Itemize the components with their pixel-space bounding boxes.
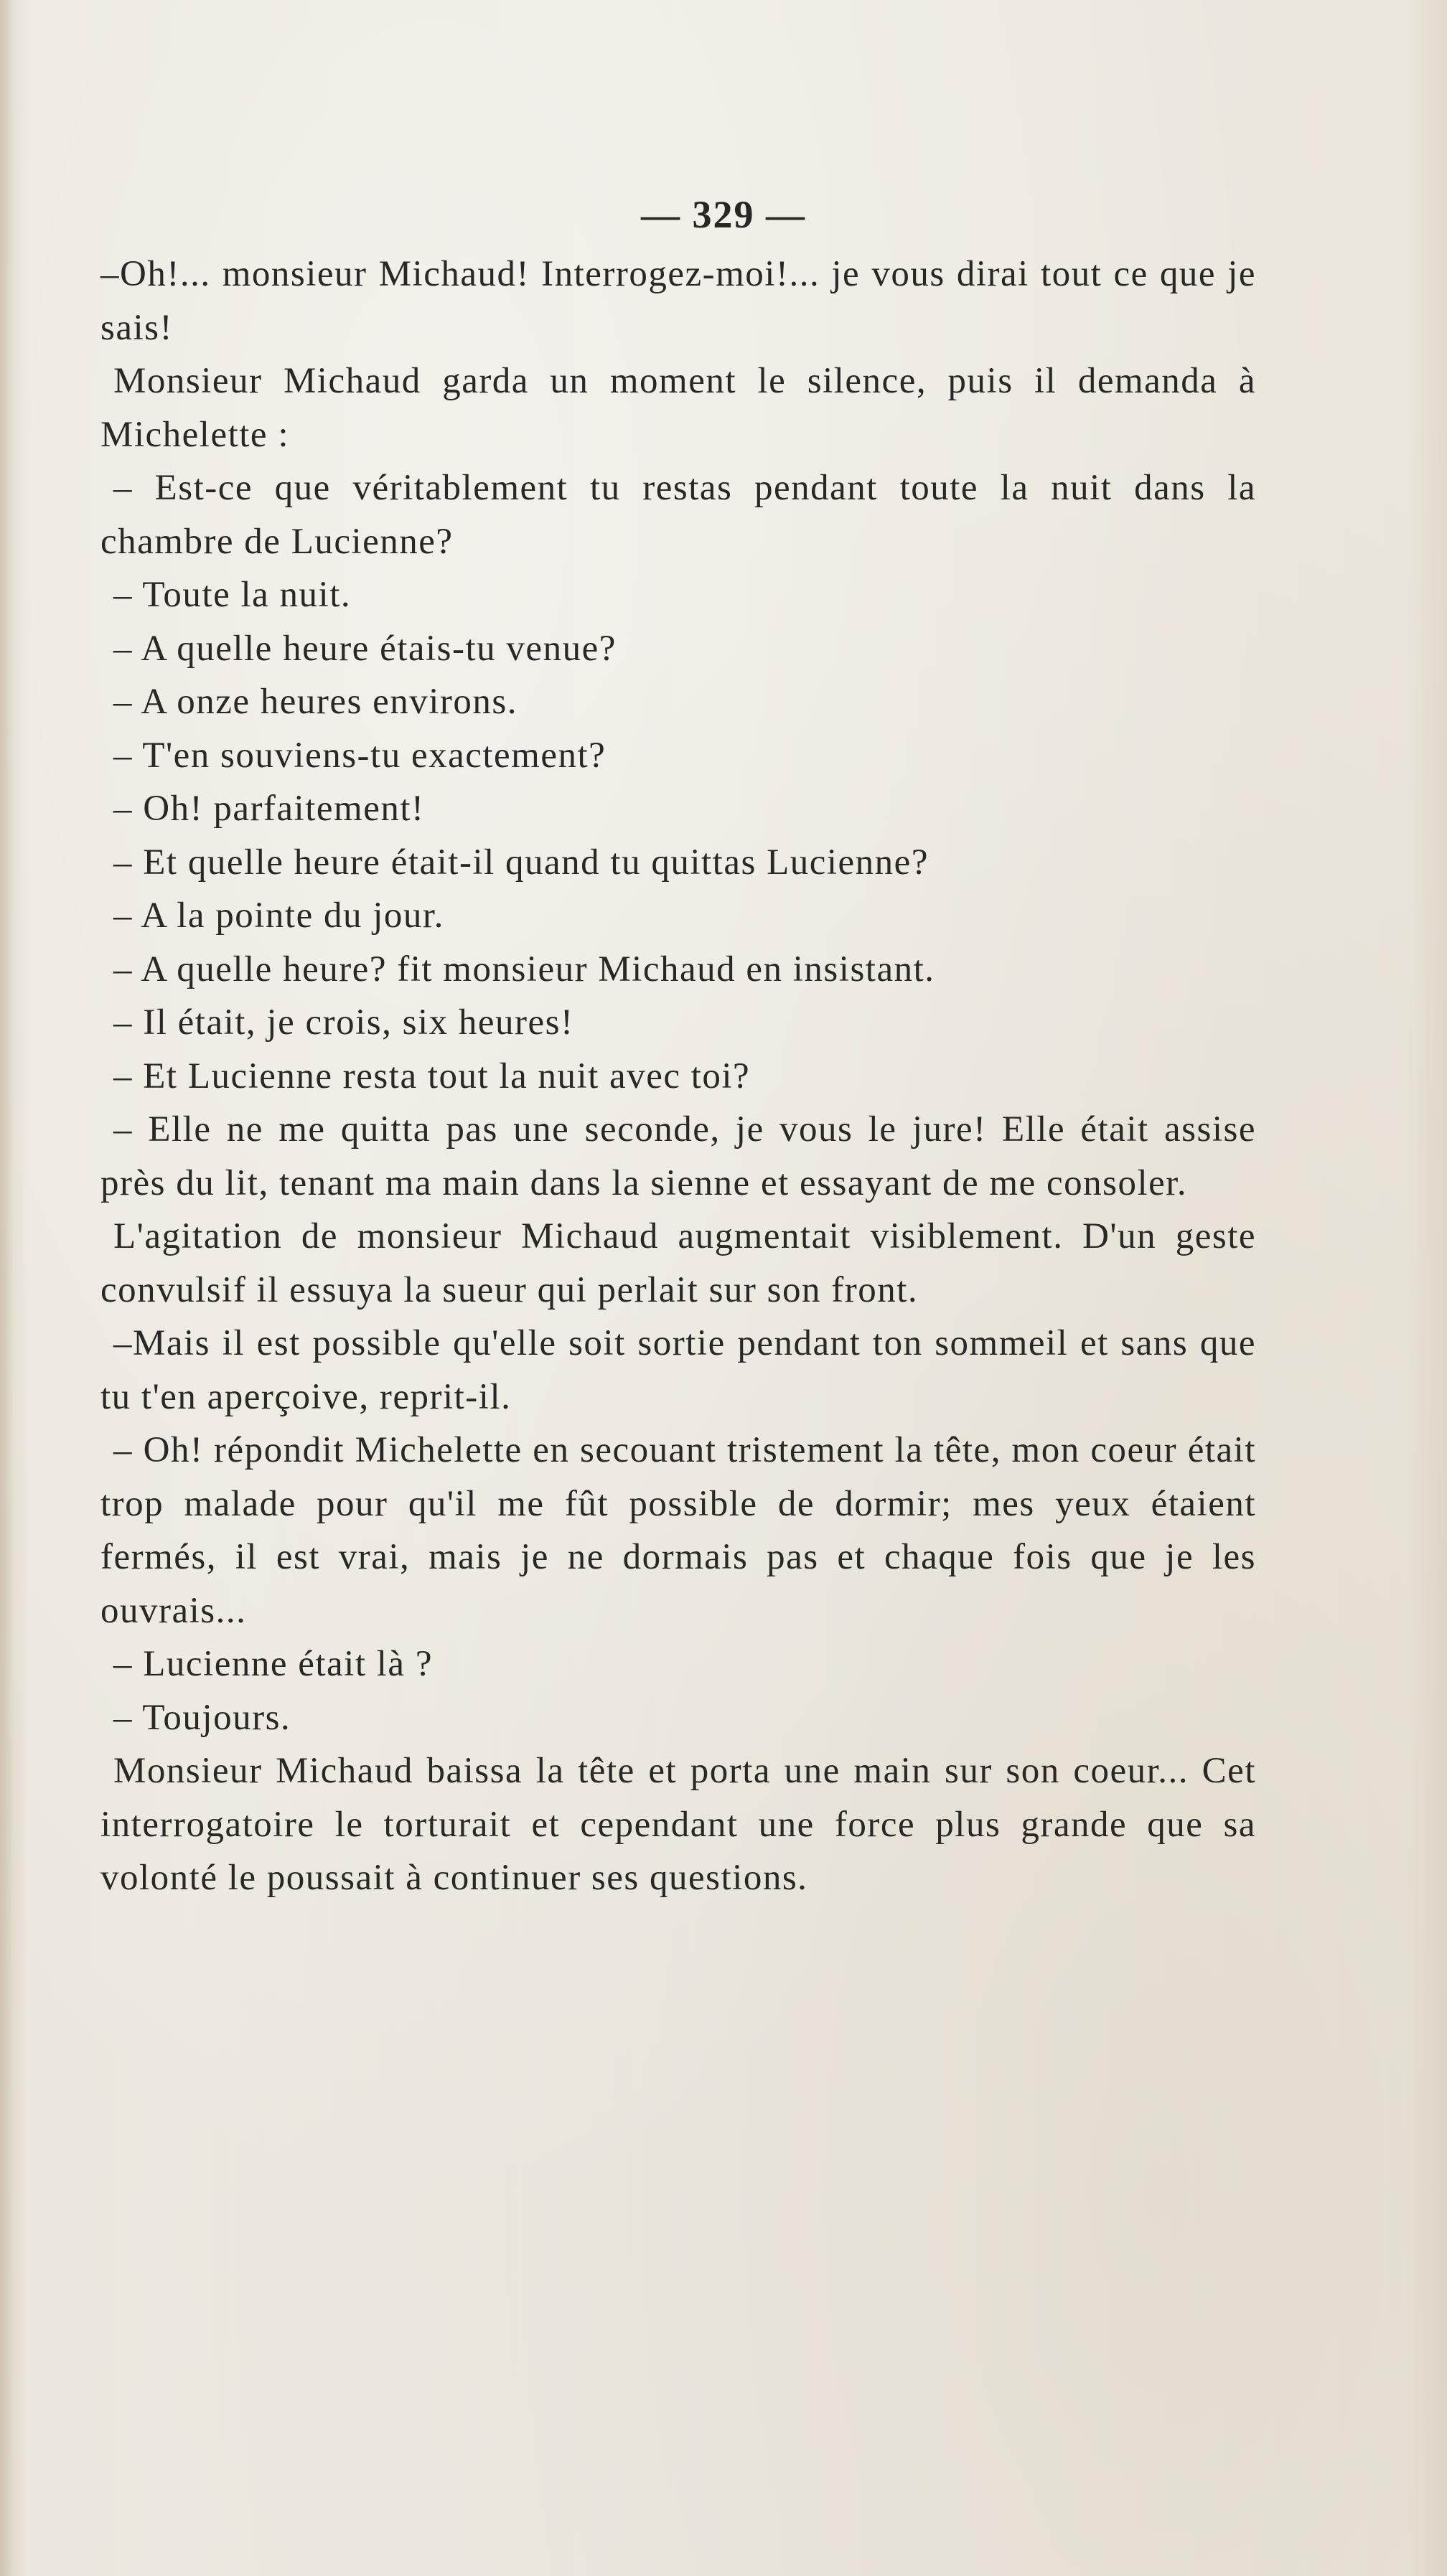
page-edge-shadow	[0, 0, 13, 2576]
page-number: — 329 —	[641, 193, 806, 236]
paragraph: – Il était, je crois, six heures!	[113, 1002, 574, 1043]
paragraph: – Et quelle heure était-il quand tu quittas Lucienne?	[113, 842, 929, 883]
paragraph: – Toujours.	[113, 1697, 291, 1738]
paragraph: – A onze heures environs.	[113, 682, 518, 722]
paragraph: – A quelle heure étais-tu venue?	[113, 628, 617, 669]
paragraph: – A quelle heure? fit monsieur Michaud en insistant.	[113, 949, 935, 989]
page-text	[100, 248, 1256, 1905]
paragraph: – Oh! parfaitement!	[113, 789, 425, 829]
paragraph: –Oh!... monsieur Michaud! Interrogez-moi!... je vous dirai tout ce que je sais!	[100, 254, 1256, 348]
paragraph: Monsieur Michaud baissa la tête et porta une main sur son coeur... Cet interrogatoire le torturait et cependant une force plus grande que sa volonté le poussait à continuer ses questions.	[100, 1751, 1256, 1898]
paragraph: Monsieur Michaud garda un moment le silence, puis il demanda à Michelette :	[100, 361, 1256, 455]
paragraph: – Oh! répondit Michelette en secouant tristement la tête, mon coeur était trop malade pour qu'il me fût possible de dormir; mes yeux étaient fermés, il est vrai, mais je ne dormais pas et chaque fois que je les ouvrais...	[100, 1430, 1256, 1631]
paragraph: – Et Lucienne resta tout la nuit avec toi?	[113, 1056, 751, 1096]
paragraph: – Elle ne me quitta pas une seconde, je vous le jure! Elle était assise près du lit, tenant ma main dans la sienne et essayant de me consoler.	[100, 1109, 1256, 1203]
paragraph: –Mais il est possible qu'elle soit sortie pendant ton sommeil et sans que tu t'en aperçoive, reprit-il.	[100, 1323, 1256, 1417]
paragraph: L'agitation de monsieur Michaud augmentait visiblement. D'un geste convulsif il essuya la sueur qui perlait sur son front.	[100, 1216, 1256, 1310]
paragraph: – Toute la nuit.	[113, 575, 352, 615]
paragraph: – T'en souviens-tu exactement?	[113, 735, 607, 776]
paragraph: – Est-ce que véritablement tu restas pendant toute la nuit dans la chambre de Lucienne?	[100, 468, 1256, 562]
paragraph: – Lucienne était là ?	[113, 1644, 433, 1684]
paragraph: – A la pointe du jour.	[113, 896, 444, 936]
